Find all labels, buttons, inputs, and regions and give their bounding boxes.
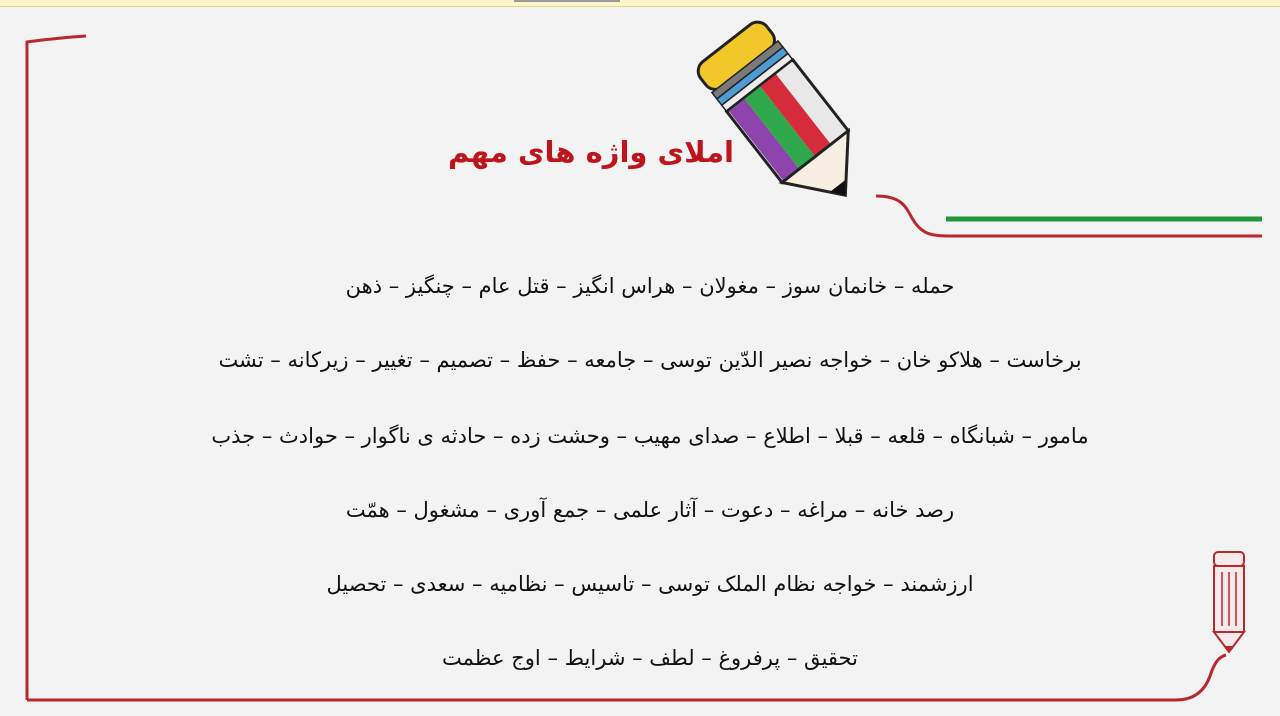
word-line-3: مامور – شبانگاه – قلعه – قبلا – اطلاع – صدای مهیب – وحشت زده – حادثه ی ناگوار – حوادث – جذب — [211, 424, 1089, 448]
word-line-4: رصد خانه – مراغه – دعوت – آثار علمی – جمع آوری – مشغول – همّت — [345, 498, 955, 522]
word-line-2: برخاست – هلاکو خان – خواجه نصیر الدّین توسی – جامعه – حفظ – تصمیم – تغییر – زیرکانه – تشت — [218, 348, 1082, 372]
word-line-5: ارزشمند – خواجه نظام الملک توسی – تاسیس – نظامیه – سعدی – تحصیل — [326, 572, 974, 596]
small-pencil-icon — [1214, 552, 1244, 652]
word-line-6: تحقیق – پرفروغ – لطف – شرایط – اوج عظمت — [442, 646, 858, 670]
pencil-icon — [693, 17, 878, 221]
page-title: املای واژه های مهم — [448, 135, 734, 169]
word-line-1: حمله – خانمان سوز – مغولان – هراس انگیز – قتل عام – چنگیز – ذهن — [345, 274, 955, 298]
